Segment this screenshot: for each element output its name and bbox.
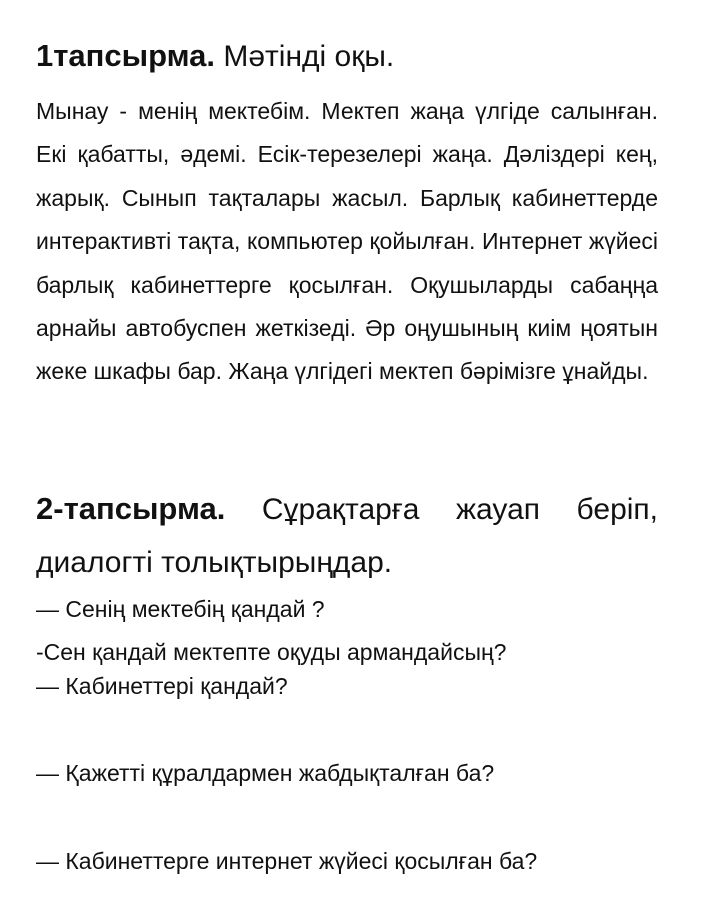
task2-heading: 2-тапсырма. — [36, 491, 226, 526]
task1-reading-text: Мынау - менің мектебім. Мектеп жаңа үлгіде салынған. Екі қабатты, әдемі. Есік-терезелері жаңа. Дәліздері кең, жарық. Сынып тақталары жасыл. Барлық кабинеттерде интерактивті тақта, компьютер қойылған. Интернет жүйесі барлық кабинеттерге қосылған. Оқушыларды сабаңңа арнайы автобуспен жеткізеді. Әр оңушының киім ңоятын жеке шкафы бар. Жаңа үлгідегі мектеп бәрімізге ұнайды. — [36, 98, 658, 385]
task1-title — [36, 36, 394, 77]
task2-title — [36, 482, 658, 589]
task2-instruction: Сұрақтарға жауап беріп, диалогті толықтырыңдар. — [36, 493, 658, 579]
task1-instruction: Мәтінді оқы. — [223, 40, 395, 73]
question-5: — Кабинеттерге интернет жүйесі қосылған ба? — [36, 848, 538, 874]
question-2: -Сен қандай мектепте оқуды армандайсың? — [36, 639, 507, 665]
question-1: — Сенің мектебің қандай ? — [36, 596, 325, 622]
task1-heading: 1тапсырма. — [36, 38, 216, 73]
question-3: — Кабинеттері қандай? — [36, 673, 288, 699]
question-4: — Қажетті құралдармен жабдықталған ба? — [36, 760, 495, 786]
